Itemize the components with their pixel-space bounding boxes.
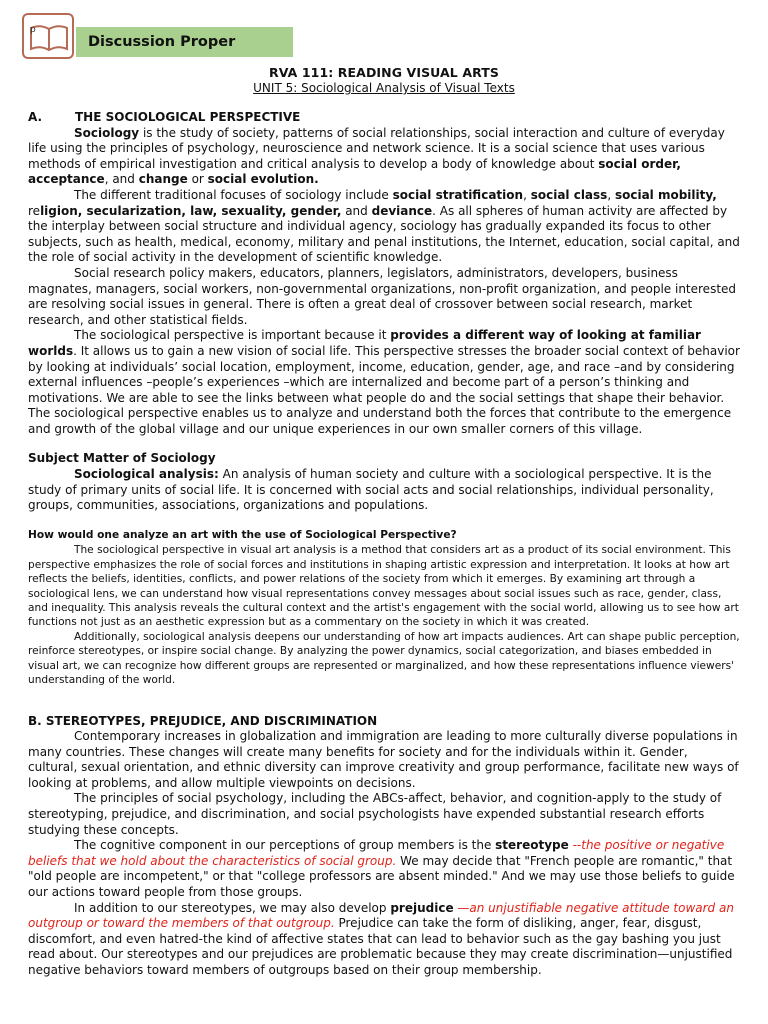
paragraph-abcs: The principles of social psychology, including the ABCs-affect, behavior, and cognition-apply to the study of stereotyping, prejudice, and discrimination, and social psychologists have expended substantial research efforts studying these concepts. xyxy=(28,791,722,837)
section-a-heading xyxy=(28,110,740,126)
section-a-title: THE SOCIOLOGICAL PERSPECTIVE xyxy=(75,110,301,124)
paragraph-art-analysis: The sociological perspective in visual art analysis is a method that considers art as a product of its social environment. This perspective emphasizes the role of social forces and institutions in shaping artistic expression and interpretation. It looks at how art reflects the beliefs, identities, conflicts, and power relations of the society from which it emerges. By examining art through a sociological lens, we can understand how visual representations convey messages about social issues such as race, gender, class, and inequality. This analysis reveals the cultural context and the artist's engagement with the social world, allowing us to see how art functions not just as an aesthetic expression but as a commentary on the society in which it was created. xyxy=(28,544,739,629)
logo xyxy=(22,13,74,59)
paragraph-social-research: Social research policy makers, educators, planners, legislators, administrators, developers, business magnates, managers, social workers, non-governmental organizations, non-profit organization, and people interested are resolving social issues in general. There is often a great deal of crossover between social research, market research, and other statistical fields. xyxy=(28,265,737,327)
paragraph-sociology-definition: Sociology is the study of society, patterns of social relationships, social interaction and culture of everyday life using the principles of psychology, neuroscience and network science. It is a social science that uses various methods of empirical investigation and critical analysis to develop a body of knowledge about social order, acceptance, and change or social evolution. xyxy=(28,125,725,187)
document-body xyxy=(28,110,740,979)
question-heading: How would one analyze an art with the use of Sociological Perspective? xyxy=(28,528,457,541)
paragraph-traditional-focuses: The different traditional focuses of sociology include social stratification, social class, social mobility, religion, secularization, law, sexuality, gender, and deviance. As all spheres of human activity are affected by the interplay between social structure and individual agency, sociology has gradually expanded its focus to other subjects, such as health, medical, economy, military and penal institutions, the Internet, education, social capital, and the role of social activity in the development of scientific knowledge. xyxy=(28,187,740,265)
paragraph-perspective-importance: The sociological perspective is important because it provides a different way of looking at familiar worlds. It allows us to gain a new vision of social life. This perspective stresses the broader social context of behavior by looking at individuals’ social location, employment, income, education, gender, age, and race –and by considering external influences –people’s experiences –which are internalized and become part of a person’s thinking and motivations. We are able to see the links between what people do and the social settings that shape their behavior. The sociological perspective enables us to analyze and understand both the forces that contribute to the emergence and growth of the global village and our unique experiences in our own smaller corners of this village. xyxy=(28,328,740,436)
paragraph-prejudice: In addition to our stereotypes, we may also develop prejudice —an unjustifiable negative attitude toward an outgroup or toward the members of that outgroup. Prejudice can take the form of disliking, anger, fear, disgust, discomfort, and even hatred-the kind of affective states that can lead to behavior such as the gay bashing you just read about. Our stereotypes and our prejudices are problematic because they may create discrimination—unjustified negative behaviors toward members of outgroups based on their group membership. xyxy=(28,900,734,977)
unit-title: UNIT 5: Sociological Analysis of Visual Texts xyxy=(253,81,515,95)
book-icon xyxy=(28,23,70,53)
document-heading xyxy=(0,65,768,95)
page-header xyxy=(22,13,282,61)
section-a-letter: A. xyxy=(28,110,43,124)
stereotype-definition: --the positive or negative beliefs that we hold about the characteristics of social group. xyxy=(28,838,725,868)
paragraph-globalization: Contemporary increases in globalization and immigration are leading to more culturally diverse populations in many countries. These changes will create many benefits for society and for the individuals within it. Gender, cultural, sexual orientation, and ethnic diversity can improve creativity and group performance, facilitate new ways of looking at problems, and allow multiple viewpoints on decisions. xyxy=(28,729,739,790)
paragraph-sociological-analysis: Sociological analysis: An analysis of human society and culture with a sociological perspective. It is the study of primary units of social life. It is concerned with social acts and social relationships, individual personality, groups, communities, associations, organizations and populations. xyxy=(28,467,714,513)
paragraph-stereotype: The cognitive component in our perceptions of group members is the stereotype --the positive or negative beliefs that we hold about the characteristics of social group. We may decide that "French people are romantic," that "old people are incompetent," or that "college professors are absent minded." And we may use those beliefs to guide our actions toward people from those groups. xyxy=(28,838,735,900)
subject-matter-heading: Subject Matter of Sociology xyxy=(28,451,216,466)
discussion-banner: Discussion Proper xyxy=(76,27,293,57)
prejudice-definition: —an unjustifiable negative attitude toward an outgroup or toward the members of that outgroup. xyxy=(28,900,734,931)
course-title: RVA 111: READING VISUAL ARTS xyxy=(268,65,499,80)
paragraph-art-impact: Additionally, sociological analysis deepens our understanding of how art impacts audiences. Art can shape public perception, reinforce stereotypes, or inspire social change. By analyzing the power dynamics, social categorization, and biases embedded in visual art, we can recognize how different groups are represented or marginalized, and how these representations influence viewers' understanding of the world. xyxy=(28,630,740,687)
logo-letter: p xyxy=(30,25,36,35)
section-b-heading: B. STEREOTYPES, PREJUDICE, AND DISCRIMINATION xyxy=(28,713,378,728)
